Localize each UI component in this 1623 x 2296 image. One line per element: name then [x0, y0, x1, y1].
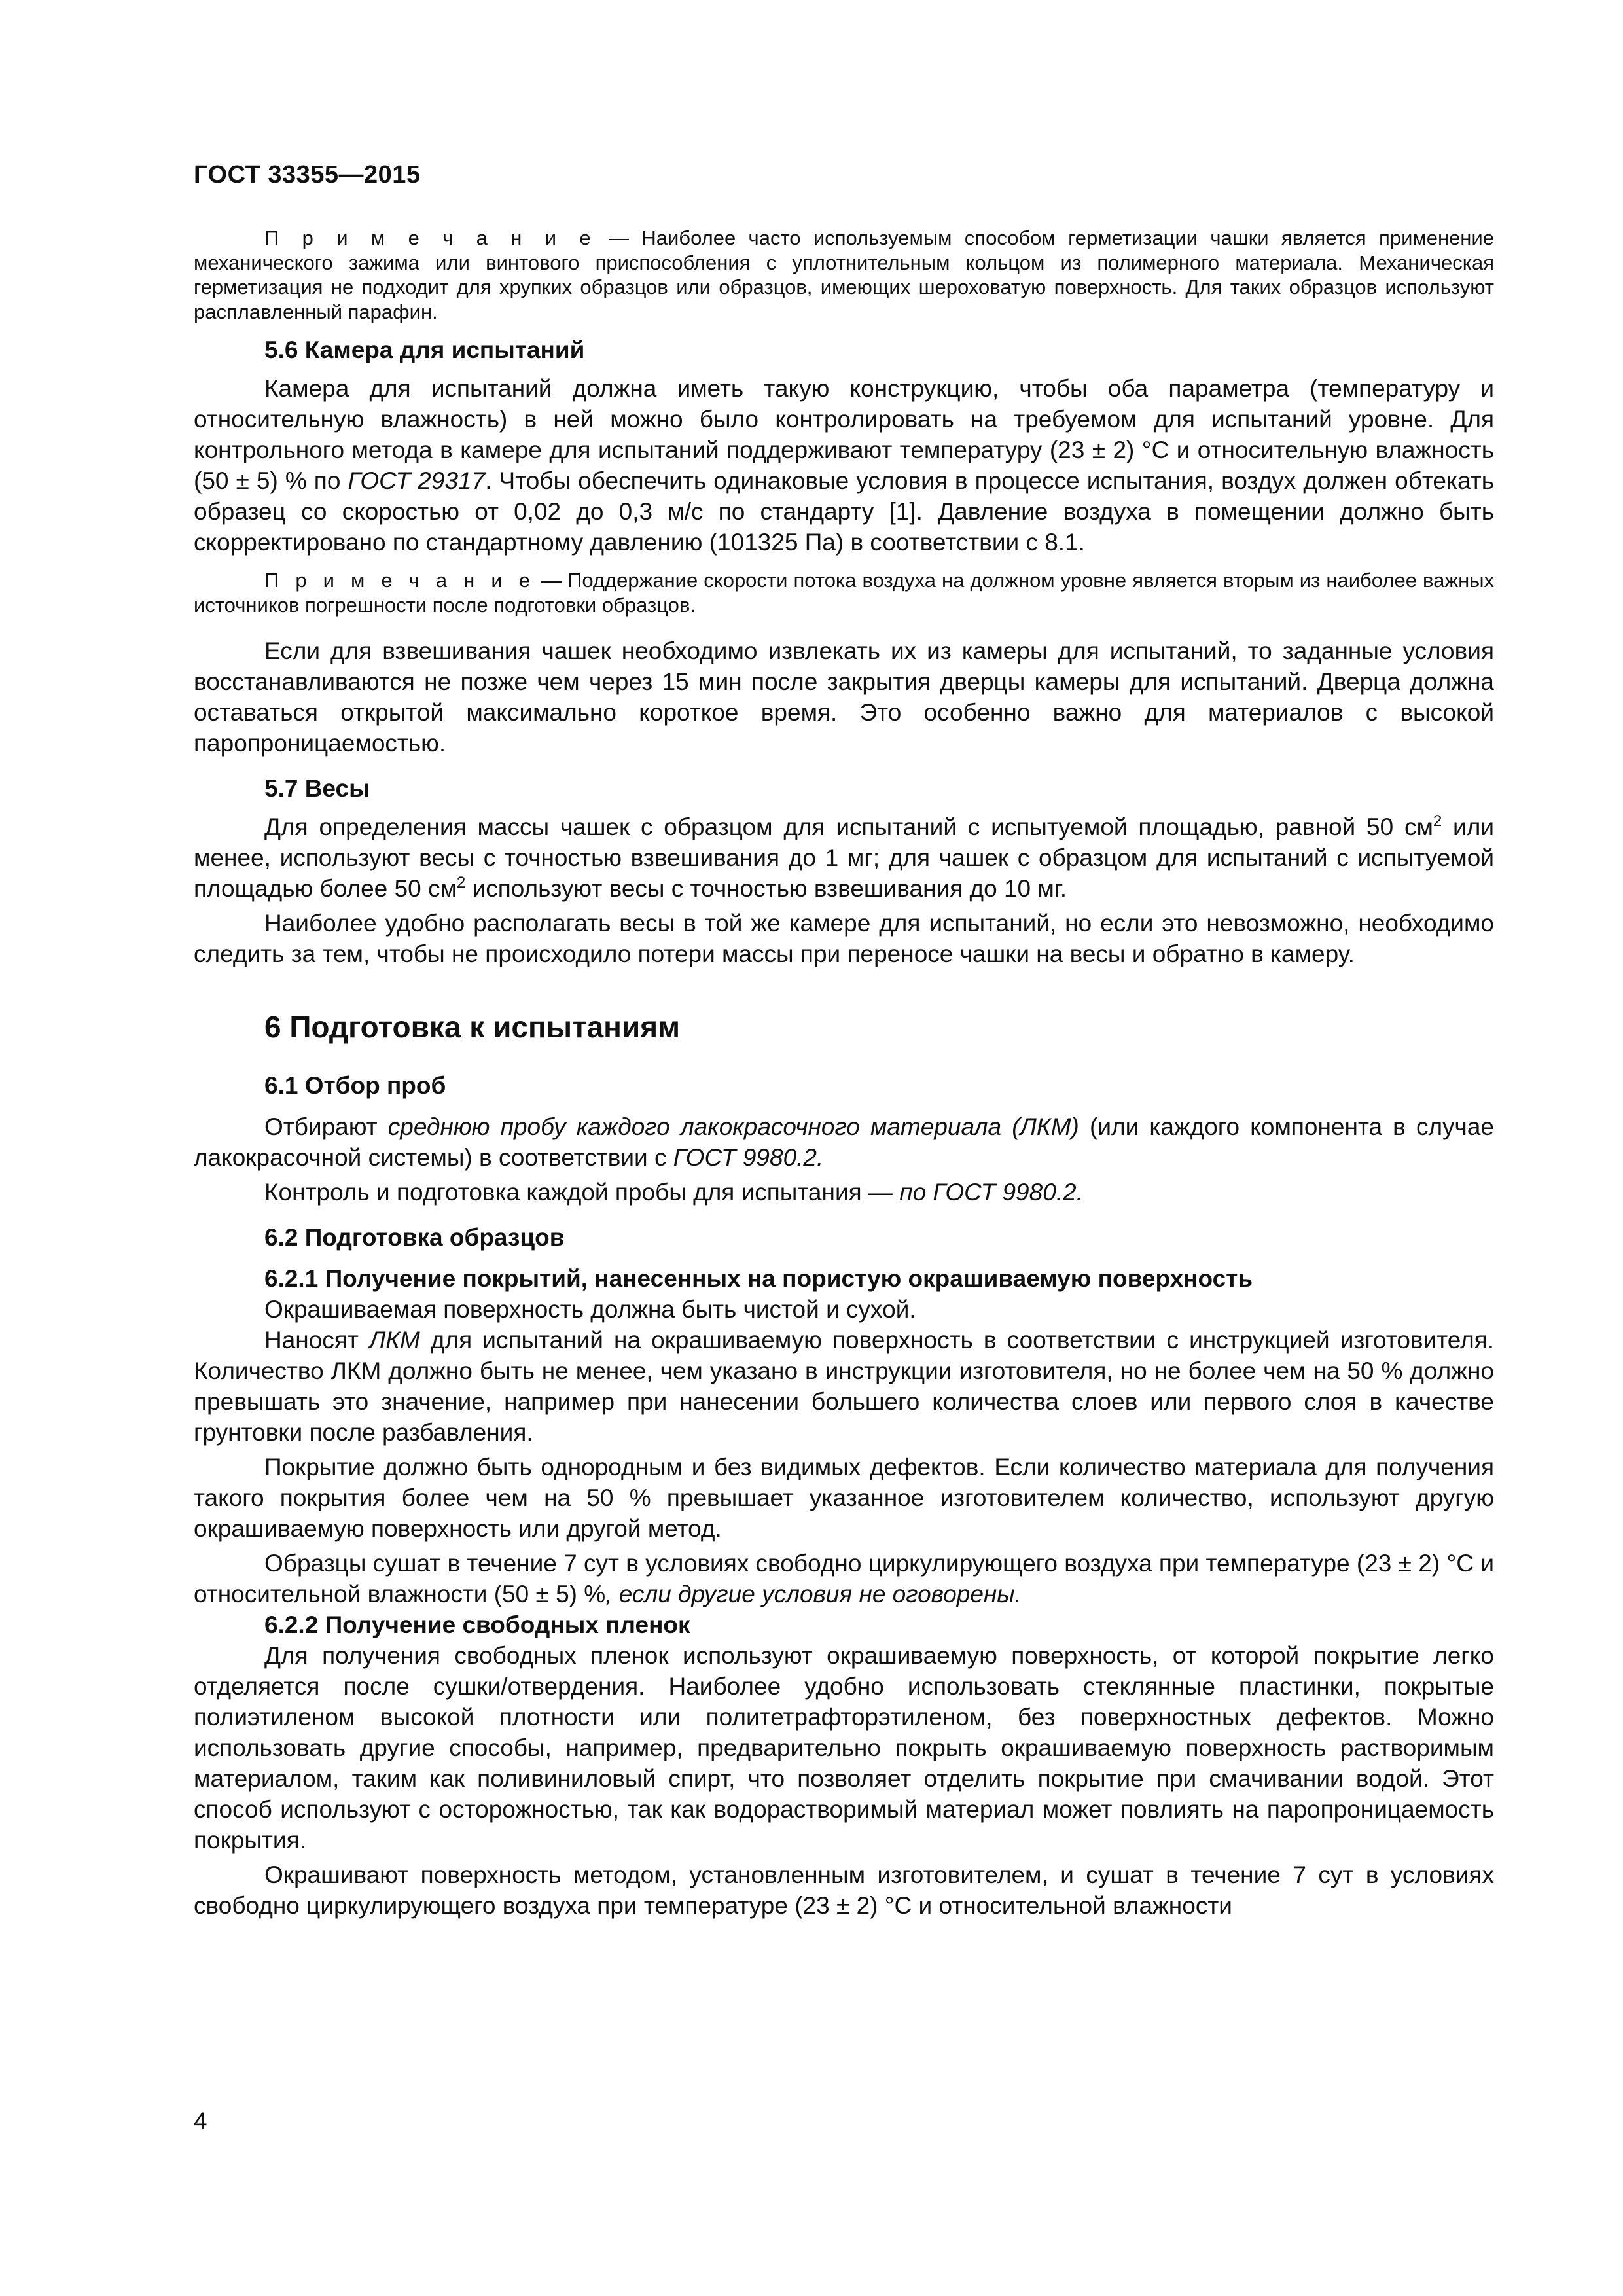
section-6-2-2-paragraph-2: Окрашивают поверхность методом, установленным изготовителем, и сушат в течение 7 сут в условиях свободно циркулирующего воздуха при температуре (23 ± 2) °С и относительной влажности [194, 1861, 1494, 1919]
standard-reference: ГОСТ 29317 [348, 467, 486, 494]
text-run: Образцы сушат в течение 7 сут в условиях свободно циркулирующего воздуха при температуре (23 ± 2) °С и относительной влажности (50 ± 5) % [194, 1550, 1494, 1607]
section-5-7-paragraph-1 [194, 812, 1494, 904]
section-6-2-title: 6.2 Подготовка образцов [264, 1224, 565, 1251]
standard-reference: ГОСТ 9980.2. [673, 1144, 824, 1171]
italic-term: , если другие условия не оговорены. [605, 1581, 1022, 1607]
text-run: (или каждого компонента в случае лакокрасочной системы) в соответствии с [194, 1113, 1494, 1171]
section-5-6-paragraph-2: Если для взвешивания чашек необходимо извлекать их из камеры для испытаний, то заданные условия восстанавливаются не позже чем через 15 мин после закрытия дверцы камеры для испытаний. Дверца должна оставаться открытой максимально короткое время. Это особенно важно для материалов с высокой паропроницаемостью. [194, 637, 1494, 757]
superscript: 2 [456, 874, 466, 891]
section-6-1-title: 6.1 Отбор проб [264, 1072, 446, 1099]
section-5-6-paragraph-1 [194, 373, 1494, 558]
note-airflow [194, 568, 1494, 617]
document-header-id: ГОСТ 33355—2015 [194, 161, 421, 188]
text-run: Отбирают [264, 1113, 388, 1140]
text-run: Контроль и подготовка каждой пробы для испытания — [264, 1179, 900, 1206]
section-6-2-1-paragraph-2 [194, 1325, 1494, 1448]
standard-reference: по ГОСТ 9980.2. [899, 1179, 1083, 1206]
italic-term: среднюю пробу каждого лакокрасочного материала (ЛКМ) [387, 1113, 1079, 1140]
text-run: Наносят [264, 1327, 369, 1354]
section-6-2-1-title: 6.2.1 Получение покрытий, нанесенных на пористую окрашиваемую поверхность [264, 1265, 1253, 1292]
note-sealing [194, 226, 1494, 324]
section-5-7-paragraph-2: Наиболее удобно располагать весы в той же камере для испытаний, но если это невозможно, необходимо следить за тем, чтобы не происходило потери массы при переносе чашки на весы и обратно в камеру. [194, 910, 1494, 967]
section-6-2-1-paragraph-1: Окрашиваемая поверхность должна быть чистой и сухой. [264, 1296, 916, 1323]
italic-term: ЛКМ [368, 1327, 420, 1354]
section-6-1-paragraph-2 [194, 1177, 1494, 1208]
superscript: 2 [1433, 812, 1442, 830]
section-5-7-title: 5.7 Весы [264, 775, 370, 802]
document-body [194, 226, 1494, 1921]
text-run: для испытаний на окрашиваемую поверхность в соответствии с инструкцией изготовителя. Количество ЛКМ должно быть не менее, чем указано в инструкции изготовителя, но не более чем на 50 % должно превышать это значение, например при нанесении большего количества слоев или первого слоя в качестве грунтовки после разбавления. [194, 1327, 1495, 1446]
text-run: или менее, используют весы с точностью взвешивания до 1 мг; для чашек с образцом для испытаний с испытуемой площадью более 50 см [194, 814, 1494, 902]
section-5-6-title: 5.6 Камера для испытаний [264, 336, 585, 363]
section-6-2-1-paragraph-4 [194, 1548, 1494, 1609]
page-number: 4 [194, 2108, 207, 2134]
text-run: используют весы с точностью взвешивания до 10 мг. [465, 875, 1067, 902]
section-6-2-1-paragraph-3: Покрытие должно быть однородным и без видимых дефектов. Если количество материала для получения такого покрытия более чем на 50 % превышает указанное изготовителем количество, используют другую окрашиваемую поверхность или другой метод. [194, 1454, 1494, 1542]
note-text: — Наиболее часто используемым способом герметизации чашки является применение механического зажима или винтового приспособления с уплотнительным кольцом из полимерного материала. Механическая герметизация не подходит для хрупких образцов или образцов, имеющих шероховатую поверхность. Для таких образцов используют расплавленный парафин. [194, 226, 1494, 323]
section-6-2-2-title: 6.2.2 Получение свободных пленок [264, 1611, 690, 1638]
note-text: — Поддержание скорости потока воздуха на должном уровне является вторым из наиболее важных источников погрешности после подготовки образцов. [194, 569, 1494, 617]
text-run: Камера для испытаний должна иметь такую конструкцию, чтобы оба параметра (температуру и относительную влажность) в ней можно было контролировать на требуемом для испытаний уровне. Для контрольного метода в камере для испытаний поддерживают температуру (23 ± 2) °С и относительную влажность (50 ± 5) % по [194, 375, 1494, 494]
section-6-2-2-paragraph-1: Для получения свободных пленок используют окрашиваемую поверхность, от которой покрытие легко отделяется после сушки/отвердения. Наиболее удобно использовать стеклянные пластинки, покрытые полиэтиленом высокой плотности или политетрафторэтиленом, без поверхностных дефектов. Можно использовать другие способы, например, предварительно покрыть окрашиваемую поверхность растворимым материалом, таким как поливиниловый спирт, что позволяет отделить покрытие при смачивании водой. Этот способ используют с осторожностью, так как водорастворимый материал может повлиять на паропроницаемость покрытия. [194, 1642, 1494, 1854]
section-6-1-paragraph-1 [194, 1111, 1494, 1173]
text-run: . Чтобы обеспечить одинаковые условия в процессе испытания, воздух должен обтекать образец со скоростью от 0,02 до 0,3 м/с по стандарту [1]. Давление воздуха в помещении должно быть скорректировано по стандартному давлению (101325 Па) в соответствии с 8.1. [194, 467, 1494, 556]
note-label: П р и м е ч а н и е [264, 569, 535, 592]
section-6-title: 6 Подготовка к испытаниям [264, 1010, 681, 1044]
note-label: П р и м е ч а н и е [264, 226, 596, 249]
text-run: Для определения массы чашек с образцом для испытаний с испытуемой площадью, равной 50 см [264, 814, 1433, 840]
